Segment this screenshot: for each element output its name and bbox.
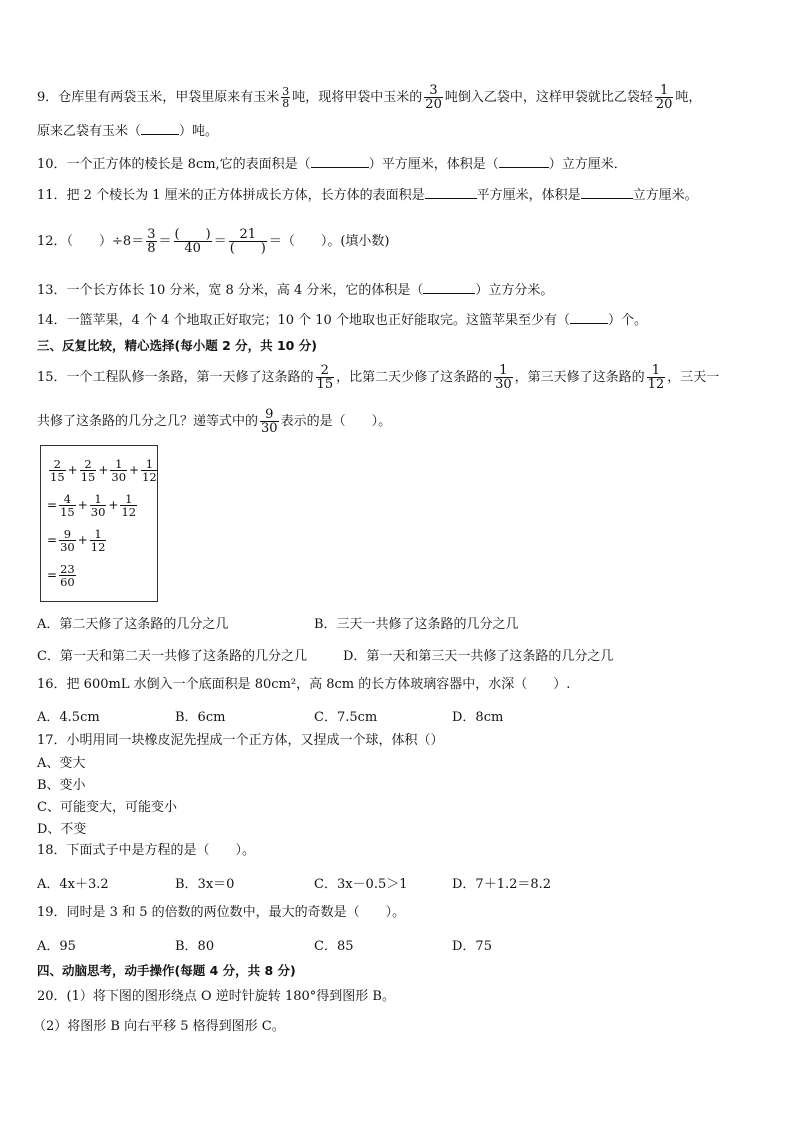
- q13-blank[interactable]: [423, 281, 475, 294]
- plus-sign: +: [98, 463, 109, 477]
- q17-option-c[interactable]: C、可能变大，可能变小: [37, 800, 177, 815]
- q9-text-4: 吨，: [675, 90, 702, 105]
- calc-fraction: $\frac{1}{12}$: [142, 457, 157, 484]
- q15-option-b[interactable]: B．三天一共修了这条路的几分之几: [314, 617, 519, 632]
- q9-text-2: 吨，现将甲袋中玉米的: [292, 90, 423, 105]
- plus-sign: +: [77, 533, 88, 547]
- calc-row-3: [47, 528, 108, 553]
- q13-text-1: 13．一个长方体长 10 分米，宽 8 分米，高 4 分米，它的体积是（: [37, 283, 424, 298]
- calc-fraction: $\frac{2}{15}$: [50, 457, 65, 484]
- q19-option-b[interactable]: B．80: [175, 939, 215, 954]
- q18-option-c[interactable]: C．3x－0.5＞1: [314, 877, 408, 892]
- calc-fraction: $\frac{1}{12}$: [90, 527, 106, 554]
- calc-row-1: [47, 458, 160, 483]
- q12-fraction-1: $\frac{3}{8}$: [147, 227, 156, 256]
- q17-option-d[interactable]: D、不变: [37, 822, 87, 837]
- q15-fraction-4: $\frac{9}{30}$: [261, 407, 278, 436]
- q11-text-1: 11．把 2 个棱长为 1 厘米的正方体拼成长方体，长方体的表面积是: [37, 188, 425, 203]
- plus-sign: +: [77, 498, 88, 512]
- q9-fraction-2: $\frac{3}{20}$: [425, 83, 442, 112]
- q9-text-3: 吨倒入乙袋中，这样甲袋就比乙袋轻: [444, 90, 653, 105]
- section-3-heading: 三、反复比较，精心选择(每小题 2 分，共 10 分): [37, 338, 317, 353]
- calc-row-2: [47, 493, 139, 518]
- question-12: [37, 228, 774, 255]
- q19-option-c[interactable]: C．85: [314, 939, 354, 954]
- q10-text-3: ）立方厘米．: [548, 157, 627, 172]
- calc-fraction: $\frac{1}{30}$: [111, 457, 127, 484]
- question-9-line-1: [37, 84, 774, 111]
- q11-blank-2[interactable]: [581, 186, 633, 199]
- q17-option-a[interactable]: A、变大: [37, 756, 86, 771]
- q19-option-a[interactable]: A．95: [37, 939, 76, 954]
- q9-text-6: ）吨。: [179, 124, 219, 139]
- q12-equals-1: ＝: [158, 234, 172, 249]
- q15-text-2: ，比第二天少修了这条路的: [336, 370, 493, 385]
- question-16: 16．把 600mL 水倒入一个底面积是 80cm²，高 8cm 的长方体玻璃容器中，水深（ ）.: [37, 677, 571, 692]
- q12-fraction-3: $\frac{21}{( )}$: [229, 227, 266, 256]
- q15-text-1: 15．一个工程队修一条路，第一天修了这条路的: [37, 370, 314, 385]
- question-13: [37, 281, 774, 301]
- q11-blank-1[interactable]: [425, 186, 477, 199]
- q15-fraction-1: $\frac{2}{15}$: [316, 363, 334, 392]
- calc-fraction: $\frac{2}{15}$: [80, 457, 96, 484]
- question-15-line-2: [37, 408, 774, 435]
- q10-text-1: 10．一个正方体的棱长是 8cm,它的表面积是（: [37, 157, 311, 172]
- q10-text-2: ）平方厘米，体积是（: [368, 157, 499, 172]
- q12-equals-2: ＝: [213, 234, 227, 249]
- q18-option-d[interactable]: D．7＋1.2＝8.2: [452, 877, 552, 892]
- plus-sign: +: [129, 463, 140, 477]
- q18-option-a[interactable]: A．4x＋3.2: [37, 877, 109, 892]
- q13-text-2: ）立方分米。: [475, 283, 554, 298]
- calc-row-4: [47, 563, 78, 588]
- q14-blank[interactable]: [570, 311, 608, 324]
- question-20-part-1: 20．(1）将下图的图形绕点 O 逆时针旋转 180°得到图形 B。: [37, 989, 395, 1004]
- q16-option-c[interactable]: C．7.5cm: [314, 710, 378, 725]
- calc-fraction: $\frac{9}{30}$: [60, 527, 75, 554]
- question-17: 17．小明用同一块橡皮泥先捏成一个正方体，又捏成一个球，体积（）: [37, 733, 444, 748]
- calc-fraction: $\frac{4}{15}$: [60, 492, 75, 519]
- q16-option-a[interactable]: A．4.5cm: [37, 710, 100, 725]
- question-10: [37, 155, 774, 175]
- q15-option-d[interactable]: D．第一天和第三天一共修了这条路的几分之几: [343, 649, 614, 664]
- q16-option-b[interactable]: B．6cm: [175, 710, 226, 725]
- equals-sign: =: [47, 568, 58, 582]
- q18-option-b[interactable]: B．3x＝0: [175, 877, 235, 892]
- q19-option-d[interactable]: D．75: [452, 939, 492, 954]
- q15-option-a[interactable]: A．第二天修了这条路的几分之几: [37, 617, 229, 632]
- q9-text-5: 原来乙袋有玉米（: [37, 124, 142, 139]
- q9-text-1: 9．仓库里有两袋玉米，甲袋里原来有玉米: [37, 90, 280, 105]
- q12-fraction-2: $\frac{( )}{40}$: [174, 227, 211, 256]
- q12-text-1: 12．（ ）÷8＝: [37, 234, 145, 249]
- calc-fraction: $\frac{23}{60}$: [60, 562, 75, 589]
- question-20-part-2: （2）将图形 B 向右平移 5 格得到图形 C。: [33, 1019, 285, 1034]
- q9-fraction-1: $\frac{3}{8}$: [282, 85, 290, 110]
- q11-text-2: 平方厘米，体积是: [476, 188, 581, 203]
- question-14: [37, 311, 774, 331]
- calc-fraction: $\frac{1}{30}$: [90, 492, 106, 519]
- calc-fraction: $\frac{1}{12}$: [121, 492, 137, 519]
- question-11: [37, 186, 774, 206]
- q17-option-b[interactable]: B、变小: [37, 778, 86, 793]
- equals-sign: =: [47, 533, 58, 547]
- question-18: 18．下面式子中是方程的是（ ）。: [37, 843, 256, 858]
- q14-text-1: 14．一篮苹果，4 个 4 个地取正好取完；10 个 10 个地取也正好能取完。这篮苹果至少有（: [37, 313, 570, 328]
- q16-option-d[interactable]: D．8cm: [452, 710, 504, 725]
- question-15-line-1: [37, 364, 774, 391]
- q10-blank-2[interactable]: [499, 155, 549, 168]
- q15-text-6: 表示的是（ ）。: [280, 414, 392, 429]
- q11-text-3: 立方厘米。: [632, 188, 698, 203]
- q9-answer-blank[interactable]: [141, 122, 179, 135]
- q9-fraction-3: $\frac{1}{20}$: [655, 83, 673, 112]
- q15-text-5: 共修了这条路的几分之几？递等式中的: [37, 414, 259, 429]
- plus-sign: +: [67, 463, 78, 477]
- equals-sign: =: [47, 498, 58, 512]
- q15-option-c[interactable]: C．第一天和第二天一共修了这条路的几分之几: [37, 649, 307, 664]
- q15-text-3: ，第三天修了这条路的: [514, 370, 645, 385]
- q15-text-4: ，三天一: [667, 370, 720, 385]
- q15-fraction-2: $\frac{1}{30}$: [495, 363, 512, 392]
- plus-sign: +: [108, 498, 119, 512]
- q10-blank-1[interactable]: [311, 155, 369, 168]
- q15-fraction-3: $\frac{1}{12}$: [647, 363, 665, 392]
- section-4-heading: 四、动脑思考，动手操作(每题 4 分，共 8 分): [37, 963, 296, 978]
- q12-text-2: ＝（ ）。(填小数): [268, 234, 390, 249]
- q14-text-2: ）个。: [607, 313, 647, 328]
- question-19: 19．同时是 3 和 5 的倍数的两位数中，最大的奇数是（ ）。: [37, 905, 406, 920]
- question-9-line-2: [37, 122, 774, 142]
- calculation-box: [40, 445, 158, 602]
